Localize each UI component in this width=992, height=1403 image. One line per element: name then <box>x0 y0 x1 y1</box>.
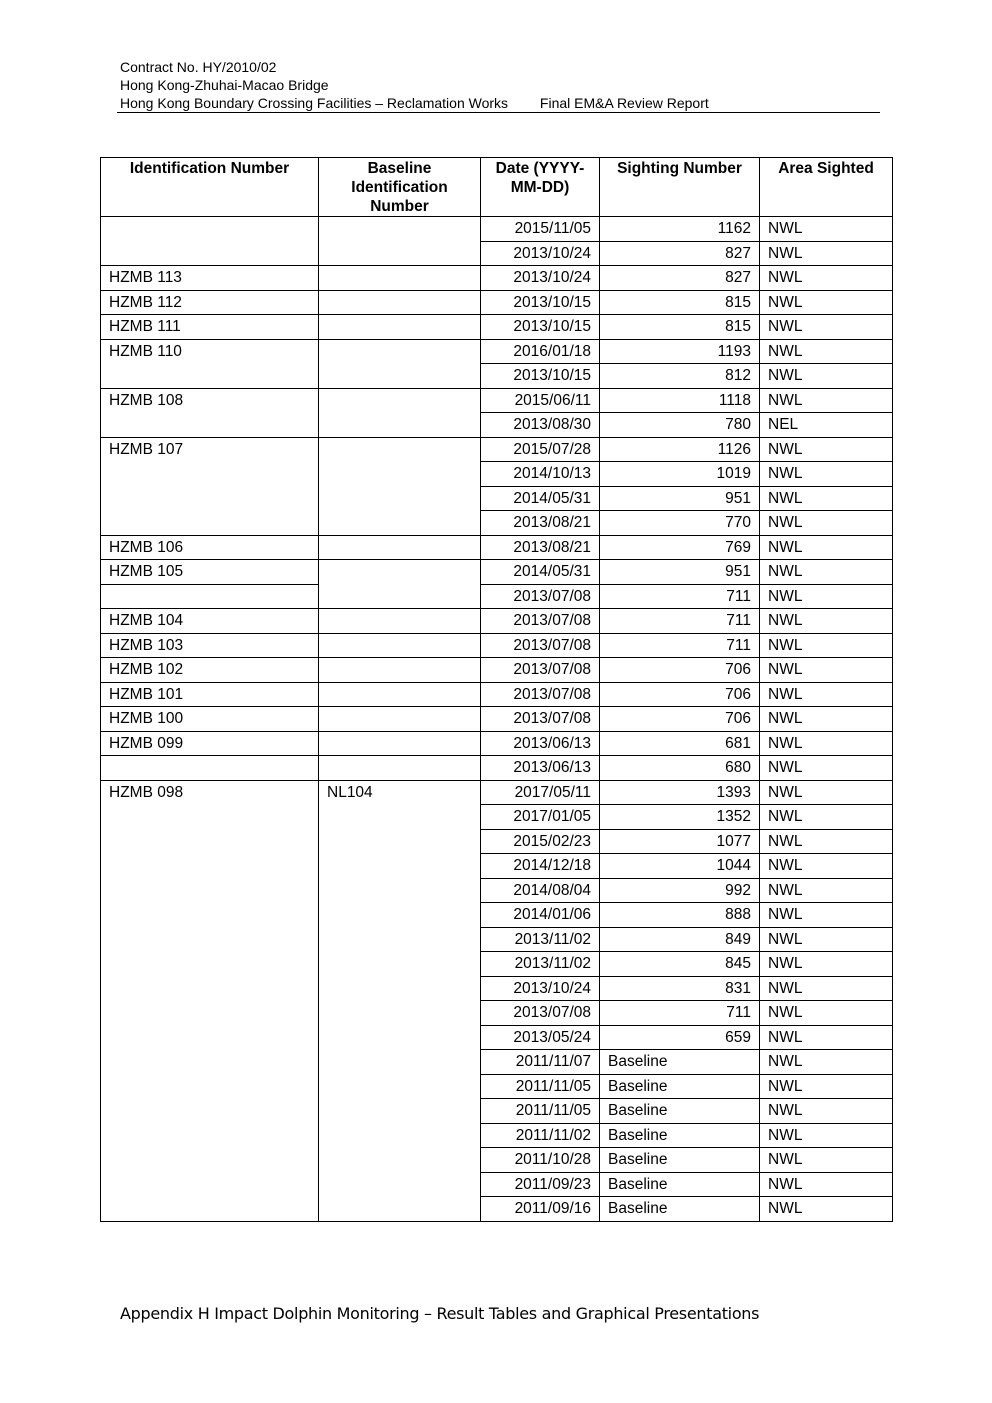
page-footer: Appendix H Impact Dolphin Monitoring – Result Tables and Graphical Presentations <box>120 1304 760 1323</box>
table-row <box>101 756 893 781</box>
area-cell: NWL <box>760 805 893 830</box>
area-cell: NWL <box>760 1123 893 1148</box>
date-cell: 2011/09/23 <box>481 1172 600 1197</box>
sighting-number-cell: Baseline <box>600 1197 760 1222</box>
date-cell: 2013/06/13 <box>481 756 600 781</box>
baseline-cell <box>319 731 481 756</box>
sighting-table <box>100 157 893 1222</box>
date-cell: 2013/07/08 <box>481 658 600 683</box>
area-cell: NWL <box>760 584 893 609</box>
sighting-number-cell: 711 <box>600 584 760 609</box>
baseline-cell <box>319 339 481 388</box>
table-row <box>101 266 893 291</box>
sighting-number-cell: 951 <box>600 486 760 511</box>
sighting-number-cell: 849 <box>600 927 760 952</box>
sighting-number-cell: 888 <box>600 903 760 928</box>
area-cell: NWL <box>760 1148 893 1173</box>
area-cell: NWL <box>760 241 893 266</box>
sighting-number-cell: 992 <box>600 878 760 903</box>
table-row <box>101 707 893 732</box>
identification-cell: HZMB 112 <box>101 290 319 315</box>
sighting-number-cell: Baseline <box>600 1099 760 1124</box>
date-cell: 2013/08/21 <box>481 511 600 536</box>
date-cell: 2014/05/31 <box>481 560 600 585</box>
sighting-number-cell: 827 <box>600 241 760 266</box>
area-cell: NWL <box>760 437 893 462</box>
identification-cell: HZMB 102 <box>101 658 319 683</box>
col-header-date: Date (YYYY-MM-DD) <box>481 158 600 217</box>
area-cell: NWL <box>760 976 893 1001</box>
area-cell: NWL <box>760 388 893 413</box>
report-name: Final EM&A Review Report <box>539 95 709 111</box>
date-cell: 2011/11/05 <box>481 1074 600 1099</box>
date-cell: 2013/10/24 <box>481 976 600 1001</box>
date-cell: 2013/10/24 <box>481 241 600 266</box>
sighting-number-cell: 1193 <box>600 339 760 364</box>
date-cell: 2013/06/13 <box>481 731 600 756</box>
identification-cell: HZMB 098 <box>101 780 319 1221</box>
date-cell: 2013/11/02 <box>481 927 600 952</box>
baseline-cell <box>319 756 481 781</box>
date-cell: 2011/09/16 <box>481 1197 600 1222</box>
sighting-number-cell: 831 <box>600 976 760 1001</box>
col-header-sighting: Sighting Number <box>600 158 760 217</box>
sighting-number-cell: 706 <box>600 682 760 707</box>
sighting-number-cell: Baseline <box>600 1172 760 1197</box>
area-cell: NWL <box>760 339 893 364</box>
identification-cell: HZMB 104 <box>101 609 319 634</box>
area-cell: NWL <box>760 560 893 585</box>
date-cell: 2014/10/13 <box>481 462 600 487</box>
sighting-number-cell: 711 <box>600 633 760 658</box>
area-cell: NWL <box>760 1074 893 1099</box>
area-cell: NWL <box>760 535 893 560</box>
baseline-cell <box>319 658 481 683</box>
baseline-cell <box>319 290 481 315</box>
area-cell: NWL <box>760 1197 893 1222</box>
date-cell: 2017/01/05 <box>481 805 600 830</box>
date-cell: 2013/07/08 <box>481 682 600 707</box>
area-cell: NWL <box>760 1050 893 1075</box>
sighting-number-cell: 706 <box>600 658 760 683</box>
date-cell: 2011/11/07 <box>481 1050 600 1075</box>
identification-cell <box>101 756 319 781</box>
sighting-number-cell: 706 <box>600 707 760 732</box>
date-cell: 2013/07/08 <box>481 707 600 732</box>
sighting-number-cell: 1044 <box>600 854 760 879</box>
area-cell: NWL <box>760 756 893 781</box>
identification-cell: HZMB 110 <box>101 339 319 388</box>
table-header-row <box>101 158 893 217</box>
date-cell: 2015/07/28 <box>481 437 600 462</box>
sighting-number-cell: 770 <box>600 511 760 536</box>
baseline-cell <box>319 682 481 707</box>
table-row <box>101 609 893 634</box>
sighting-number-cell: 1162 <box>600 217 760 242</box>
page-header <box>120 58 709 112</box>
sighting-number-cell: 659 <box>600 1025 760 1050</box>
sighting-number-cell: Baseline <box>600 1123 760 1148</box>
contract-number: Contract No. HY/2010/02 <box>120 59 277 75</box>
identification-cell: HZMB 099 <box>101 731 319 756</box>
baseline-cell <box>319 707 481 732</box>
project-name: Hong Kong-Zhuhai-Macao Bridge <box>120 77 329 93</box>
area-cell: NWL <box>760 1099 893 1124</box>
date-cell: 2011/10/28 <box>481 1148 600 1173</box>
baseline-cell <box>319 388 481 437</box>
area-cell: NWL <box>760 927 893 952</box>
table-row <box>101 388 893 413</box>
col-header-identification: Identification Number <box>101 158 319 217</box>
date-cell: 2016/01/18 <box>481 339 600 364</box>
date-cell: 2015/06/11 <box>481 388 600 413</box>
header-line-3 <box>120 94 709 112</box>
sighting-number-cell: Baseline <box>600 1074 760 1099</box>
identification-cell: HZMB 111 <box>101 315 319 340</box>
baseline-cell <box>319 609 481 634</box>
area-cell: NWL <box>760 854 893 879</box>
identification-cell: HZMB 106 <box>101 535 319 560</box>
identification-cell: HZMB 113 <box>101 266 319 291</box>
area-cell: NWL <box>760 658 893 683</box>
area-cell: NWL <box>760 682 893 707</box>
area-cell: NWL <box>760 1025 893 1050</box>
date-cell: 2011/11/02 <box>481 1123 600 1148</box>
date-cell: 2013/10/15 <box>481 290 600 315</box>
table-row <box>101 584 893 609</box>
identification-cell: HZMB 103 <box>101 633 319 658</box>
date-cell: 2013/07/08 <box>481 1001 600 1026</box>
date-cell: 2011/11/05 <box>481 1099 600 1124</box>
sighting-number-cell: Baseline <box>600 1148 760 1173</box>
date-cell: 2013/07/08 <box>481 584 600 609</box>
area-cell: NEL <box>760 413 893 438</box>
date-cell: 2013/10/24 <box>481 266 600 291</box>
baseline-cell <box>319 315 481 340</box>
table-row <box>101 535 893 560</box>
table-row <box>101 290 893 315</box>
date-cell: 2013/08/30 <box>481 413 600 438</box>
area-cell: NWL <box>760 1172 893 1197</box>
table-row <box>101 315 893 340</box>
area-cell: NWL <box>760 731 893 756</box>
area-cell: NWL <box>760 266 893 291</box>
area-cell: NWL <box>760 878 893 903</box>
area-cell: NWL <box>760 486 893 511</box>
sighting-number-cell: 1393 <box>600 780 760 805</box>
sighting-number-cell: 681 <box>600 731 760 756</box>
sighting-number-cell: 827 <box>600 266 760 291</box>
baseline-cell <box>319 266 481 291</box>
date-cell: 2014/01/06 <box>481 903 600 928</box>
identification-cell: HZMB 101 <box>101 682 319 707</box>
sighting-number-cell: 951 <box>600 560 760 585</box>
header-divider <box>117 112 880 113</box>
table-row <box>101 780 893 805</box>
date-cell: 2013/05/24 <box>481 1025 600 1050</box>
date-cell: 2014/08/04 <box>481 878 600 903</box>
sighting-number-cell: 1077 <box>600 829 760 854</box>
date-cell: 2017/05/11 <box>481 780 600 805</box>
identification-cell <box>101 217 319 266</box>
table-row <box>101 560 893 585</box>
date-cell: 2013/10/15 <box>481 364 600 389</box>
area-cell: NWL <box>760 1001 893 1026</box>
identification-cell: HZMB 108 <box>101 388 319 437</box>
sighting-number-cell: 815 <box>600 290 760 315</box>
date-cell: 2013/08/21 <box>481 535 600 560</box>
sighting-number-cell: 1118 <box>600 388 760 413</box>
col-header-area: Area Sighted <box>760 158 893 217</box>
identification-cell: HZMB 105 <box>101 560 319 585</box>
identification-cell: HZMB 107 <box>101 437 319 535</box>
table-row <box>101 437 893 462</box>
area-cell: NWL <box>760 952 893 977</box>
sighting-number-cell: 1352 <box>600 805 760 830</box>
sighting-number-cell: 815 <box>600 315 760 340</box>
baseline-cell: NL104 <box>319 780 481 1221</box>
sighting-number-cell: 680 <box>600 756 760 781</box>
table-row <box>101 682 893 707</box>
table-row <box>101 217 893 242</box>
area-cell: NWL <box>760 633 893 658</box>
area-cell: NWL <box>760 903 893 928</box>
date-cell: 2013/07/08 <box>481 609 600 634</box>
area-cell: NWL <box>760 609 893 634</box>
table-row <box>101 731 893 756</box>
area-cell: NWL <box>760 462 893 487</box>
sighting-number-cell: 769 <box>600 535 760 560</box>
table-body <box>101 217 893 1222</box>
baseline-cell <box>319 535 481 560</box>
baseline-cell <box>319 560 481 609</box>
date-cell: 2013/11/02 <box>481 952 600 977</box>
area-cell: NWL <box>760 217 893 242</box>
date-cell: 2013/07/08 <box>481 633 600 658</box>
sighting-number-cell: 812 <box>600 364 760 389</box>
area-cell: NWL <box>760 780 893 805</box>
baseline-cell <box>319 217 481 266</box>
identification-cell: HZMB 100 <box>101 707 319 732</box>
area-cell: NWL <box>760 364 893 389</box>
date-cell: 2014/12/18 <box>481 854 600 879</box>
col-header-baseline: Baseline Identification Number <box>319 158 481 217</box>
area-cell: NWL <box>760 707 893 732</box>
identification-cell <box>101 584 319 609</box>
sighting-number-cell: 780 <box>600 413 760 438</box>
area-cell: NWL <box>760 315 893 340</box>
sighting-number-cell: Baseline <box>600 1050 760 1075</box>
table-row <box>101 658 893 683</box>
area-cell: NWL <box>760 511 893 536</box>
date-cell: 2015/11/05 <box>481 217 600 242</box>
area-cell: NWL <box>760 290 893 315</box>
sighting-number-cell: 845 <box>600 952 760 977</box>
sighting-number-cell: 711 <box>600 1001 760 1026</box>
sighting-number-cell: 1019 <box>600 462 760 487</box>
table-row <box>101 633 893 658</box>
date-cell: 2015/02/23 <box>481 829 600 854</box>
date-cell: 2013/10/15 <box>481 315 600 340</box>
facility-name: Hong Kong Boundary Crossing Facilities – Reclamation Works <box>120 95 509 111</box>
sighting-number-cell: 711 <box>600 609 760 634</box>
area-cell: NWL <box>760 829 893 854</box>
baseline-cell <box>319 633 481 658</box>
baseline-cell <box>319 437 481 535</box>
sighting-number-cell: 1126 <box>600 437 760 462</box>
date-cell: 2014/05/31 <box>481 486 600 511</box>
table-row <box>101 339 893 364</box>
